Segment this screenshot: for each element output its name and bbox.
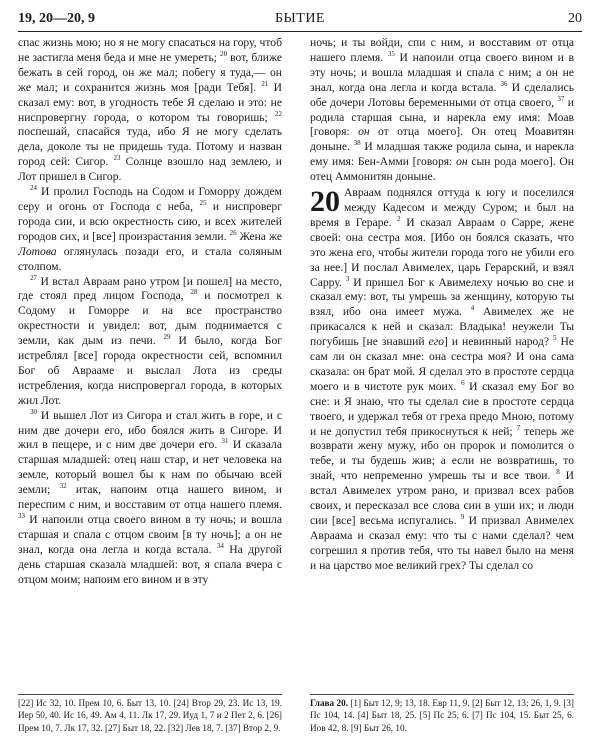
- verse-text: итак, напоим отца нашего вином, и переспим с ним, и восставим от отца нашего племя.: [18, 483, 282, 512]
- verse-number: 6: [461, 378, 465, 387]
- verse-text: ] и невинный народ?: [444, 335, 554, 349]
- verse-text: Не сам ли он сказал мне: она сестра моя? И она сама сказала: он брат мой. Я сделал это в простоте сердца моего и в чистоте рук моих.: [310, 335, 574, 393]
- verse-number: 9: [460, 513, 465, 522]
- verse-text: Авраам поднялся оттуда к югу и поселился между Кадесом и между Суром; и был на время в Гераре.: [310, 186, 574, 229]
- verse-text: И сказала старшая младшей: отец наш стар, и нет человека на земле, который вошел бы к нам по обычаю всей земли;: [18, 438, 282, 497]
- book-title: БЫТИЕ: [275, 11, 325, 26]
- verse-text: И призвал Авимелех Авраама и сказал ему: что ты с нами сделал? чем согрешил я против тебя, что ты навел было на меня и на царство мое великий грех? Ты сделал со: [310, 514, 574, 572]
- verse-number: 29: [163, 333, 171, 342]
- verse-text: поспешай, спасайся туда, ибо Я не могу сделать дела, доколе ты не придешь туда. Потому и назван город сей: Сигор.: [18, 125, 282, 169]
- verse-number: 3: [345, 274, 350, 283]
- chapter-20-paragraph: [310, 186, 574, 574]
- verse-number: 32: [59, 482, 67, 491]
- verse-number: 23: [113, 154, 121, 163]
- paragraph: [18, 36, 282, 185]
- verse-text: И сказал ему Бог во сне: и Я знаю, что ты сделал сие в простоте сердца твоего, и удержал тебя от греха предо Мною, потому и не допустил тебя прикоснуться к ней;: [310, 379, 574, 438]
- verse-number: 7: [516, 423, 521, 432]
- verse-text: спас жизнь мою; но я не могу спасаться на гору, чтоб не застигла меня беда и мне не умереть;: [18, 36, 282, 64]
- verse-number: 34: [216, 541, 224, 550]
- cross-references-left: [22] Ис 32, 10. Прем 10, 6. Быт 13, 10. [24] Втор 29, 23. Ис 13, 19. Иер 50, 40. Ис 16, 49. Ам 4, 11. Лк 17, 29. Иуд 1, 7 и 2 Пет 2, 6. [26] Прем 10, 7. Лк 17, 32. [27] Быт 18, 22. [32] Лев 18, 7. [37] Втор 2, 9.: [18, 698, 282, 733]
- verse-text: оглянулась позади его, и стала соляным столпом.: [18, 244, 282, 273]
- chapter-20-block: [310, 186, 574, 574]
- verse-text: И встал Авраам рано утром [и пошел] на место, где стоял пред лицом Господа,: [18, 274, 282, 303]
- header-rule: [18, 31, 582, 32]
- italic-word: он: [358, 125, 370, 139]
- italic-word: Лотова: [18, 244, 57, 258]
- verse-number: 31: [221, 437, 229, 446]
- verse-text: и посмотрел к Содому и Гоморре и на все пространство окрестности и увидел: вот, дым поднимается с земли, как дым из печи.: [18, 289, 282, 348]
- verse-text: И сделались обе дочери Лотовы беременными от отца своего,: [310, 80, 574, 109]
- verse-number: 28: [190, 288, 198, 297]
- verse-number: 22: [275, 109, 282, 118]
- verse-number: 25: [199, 199, 207, 208]
- verse-text: и ниспроверг города сии, и всю окрестность сию, и всех жителей городов сих, и [все] произрастания земли.: [18, 199, 282, 243]
- verse-number: 2: [397, 215, 401, 224]
- verse-text: И было, когда Бог истреблял [все] города окрестности сей, вспомнил Бог об Аврааме и выслал Лота из среды истребления, когда ниспровергал города, в которых жил Лот.: [18, 334, 282, 407]
- paragraph: [310, 36, 574, 185]
- left-text-column: [18, 36, 282, 688]
- running-reference: 19, 20—20, 9: [18, 11, 95, 26]
- verse-number: 4: [470, 304, 475, 313]
- verse-text: и родила старшая сына, и нарекла ему имя: Моав [говоря:: [310, 95, 574, 139]
- verse-number: 36: [500, 79, 508, 88]
- chapter-note-label: Глава 20.: [310, 698, 348, 708]
- verse-text: ночь; и ты войди, спи с ним, и восставим от отца нашего племя.: [310, 36, 574, 64]
- notes-rule-right: [310, 694, 574, 695]
- verse-number: 26: [229, 228, 237, 237]
- verse-number: 35: [387, 50, 395, 59]
- paragraph: [18, 275, 282, 409]
- verse-text: теперь же возврати жену мужу, ибо он пророк и помолится о тебе, и ты будешь жив; а если не возвратишь, то знай, что непременно умрешь ты и все твои.: [310, 424, 574, 483]
- cross-references-right: [310, 697, 574, 749]
- verse-text: от отца моего]. Он отец Моавитян доныне.: [310, 125, 574, 154]
- verse-number: 33: [18, 512, 25, 521]
- italic-word: его: [428, 335, 445, 349]
- right-text-column: [310, 36, 574, 688]
- verse-text: И вышел Лот из Сигора и стал жить в горе, и с ним две дочери его, ибо боялся жить в Сигоре. И жил в пещере, и с ним две дочери его.: [18, 408, 282, 452]
- verse-text: вот, ближе бежать в сей город, он же мал; побегу я туда,— он же мал; и сохранится жизнь моя [ради Тебя].: [18, 50, 282, 94]
- page-header: [18, 10, 582, 28]
- verse-number: 27: [30, 273, 37, 282]
- verse-text: И младшая также родила сына, и нарекла ему имя: Бен-Амми [говоря:: [310, 140, 574, 169]
- verse-text: И пришел Бог к Авимелеху ночью во сне и сказал ему: вот, ты умрешь за женщину, которую ты взял, ибо она имеет мужа.: [310, 275, 574, 319]
- verse-number: 20: [220, 50, 228, 59]
- notes-rule-left: [18, 694, 282, 695]
- chapter-note-text: [1] Быт 12, 9; 13, 18. Евр 11, 9. [2] Быт 12, 13; 26, 1, 9. [3] Пс 104, 14. [4] Быт 18, 25. [5] Пс 25, 6. [7] Пс 104, 15. Быт 25, 6. Иов 42, 8. [9] Быт 26, 10.: [310, 698, 574, 733]
- verse-text: И сказал Авраам о Сарре, жене своей: она сестра моя. [Ибо он боялся сказать, что это жена его, чтобы жители города того не убили его за нее.] И послал Авимелех, царь Герарский, и взял Сарру.: [310, 215, 574, 289]
- verse-number: 8: [556, 468, 560, 477]
- verse-number: 24: [30, 184, 37, 193]
- verse-text: И напоили отца своего вином в ту ночь; и вошла старшая и спала с отцом своим [в ту ночь]; а он не знал, когда она легла и когда встала.: [18, 513, 282, 556]
- verse-text: И пролил Господь на Содом и Гоморру дождем серу и огонь от Господа с неба,: [18, 185, 282, 213]
- verse-number: 38: [353, 139, 361, 148]
- chapter-19-ending: [310, 36, 574, 185]
- verse-text: И напоили отца своего вином и в эту ночь; и вошла младшая и спала с ним; а он не знал, когда она легла и когда встала.: [310, 50, 574, 94]
- verse-text: И сказал ему: вот, в угодность тебе Я сделаю и это: не ниспровергну города, о котором ты говоришь;: [18, 80, 282, 124]
- verse-text: сын рода моего]. Он отец Аммонитян доныне.: [310, 155, 574, 184]
- verse-number: 5: [553, 334, 557, 343]
- verse-text: Авимелех же не прикасался к ней и сказал: Владыка! неужели Ты погубишь [не знавший: [310, 305, 574, 349]
- paragraph: [18, 185, 282, 274]
- verse-text: Жена же: [236, 229, 282, 243]
- verse-text: На другой день старшая сказала младшей: вот, я спала вчера с отцом моим; напоим его вином и в эту: [18, 542, 282, 586]
- verse-number: 30: [30, 407, 37, 416]
- page-number: 20: [568, 11, 582, 26]
- paragraph: [18, 409, 282, 588]
- verse-text: Солнце взошло над землею, и Лот пришел в Сигор.: [18, 155, 282, 184]
- verse-text: И встал Авимелех утром рано, и призвал всех рабов своих, и пересказал все слова сии в уши их; и люди сии [все] весьма испугались.: [310, 469, 574, 527]
- verse-number: 37: [557, 94, 565, 103]
- italic-word: он: [456, 155, 468, 169]
- chapter-number: 20: [310, 185, 340, 219]
- verse-number: 21: [261, 79, 269, 88]
